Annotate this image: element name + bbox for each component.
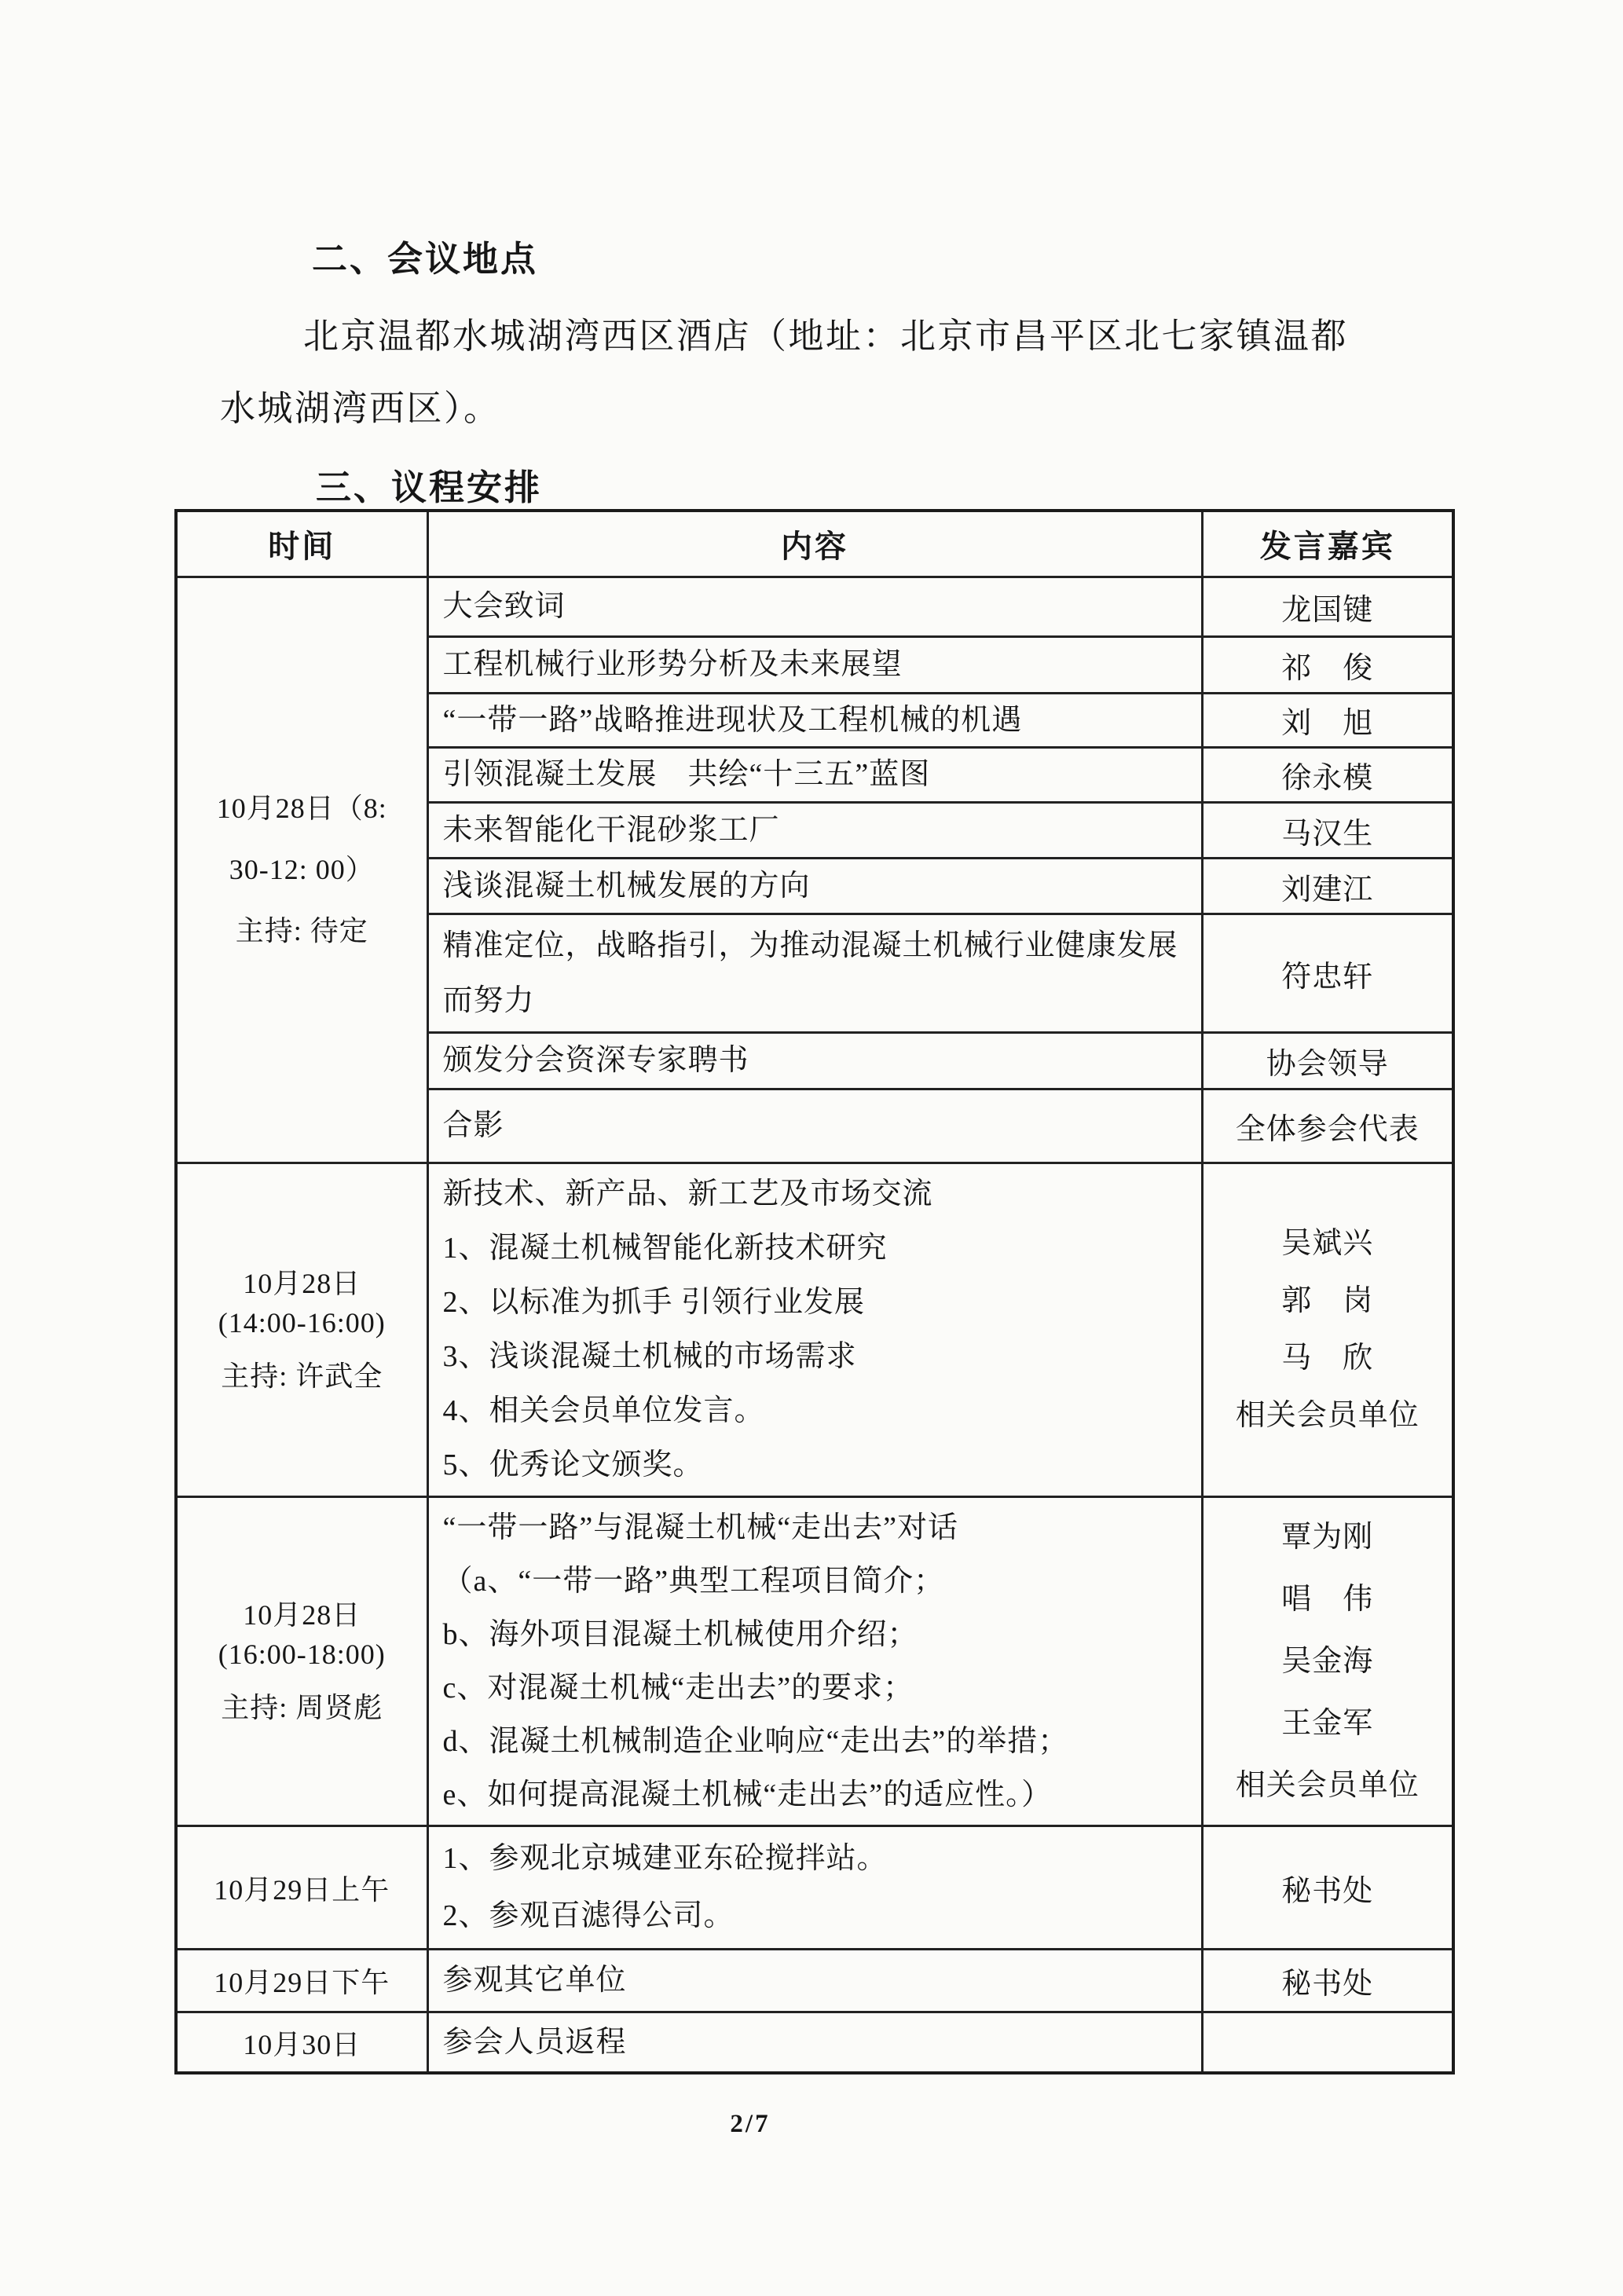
time-cell-session3	[176, 1497, 427, 1826]
content-line: 4、相关会员单位发言。	[442, 1394, 765, 1428]
time-line: (14:00-16:00)	[218, 1307, 386, 1339]
time-line: 30-12: 00）	[229, 854, 375, 886]
speaker-cell: 全体参会代表	[1202, 1089, 1453, 1163]
content-cell: 参观其它单位	[427, 1950, 1202, 2012]
time-line: 主持: 待定	[235, 915, 368, 947]
speaker-line: 郭 岗	[1281, 1284, 1374, 1318]
content-line: d、混凝土机械制造企业响应“走出去”的举措；	[442, 1725, 1069, 1759]
content-cell: 颁发分会资深专家聘书	[427, 1033, 1202, 1089]
section-heading-location: 二、会议地点	[312, 240, 539, 279]
time-cell: 10月29日上午	[176, 1826, 427, 1950]
content-line: e、如何提高混凝土机械“走出去”的适应性。）	[442, 1778, 1053, 1812]
speaker-line: 覃为刚	[1281, 1520, 1374, 1554]
content-cell: 合影	[427, 1089, 1202, 1163]
speaker-cell: 刘 旭	[1202, 693, 1453, 748]
time-cell: 10月29日下午	[176, 1950, 427, 2012]
page-number: 2/7	[730, 2110, 771, 2138]
col-header-content: 内容	[427, 511, 1202, 577]
speaker-line: 马 欣	[1281, 1342, 1374, 1375]
content-line: “一带一路”与混凝土机械“走出去”对话	[442, 1511, 958, 1545]
table-header-row	[176, 511, 1453, 577]
content-cell: 浅谈混凝土机械发展的方向	[427, 859, 1202, 914]
content-line: 5、优秀论文颁奖。	[442, 1448, 704, 1482]
content-line: 1、混凝土机械智能化新技术研究	[442, 1232, 888, 1265]
content-line: 新技术、新产品、新工艺及市场交流	[442, 1177, 933, 1211]
time-line: 10月28日	[243, 1268, 361, 1300]
speaker-cell	[1202, 1497, 1453, 1826]
content-line: 1、参观北京城建亚东砼搅拌站。	[442, 1842, 888, 1876]
content-cell	[427, 1163, 1202, 1497]
agenda-row	[176, 577, 1453, 636]
speaker-cell: 符忠轩	[1202, 914, 1453, 1033]
content-cell	[427, 1826, 1202, 1950]
time-cell-session1	[176, 577, 427, 1163]
time-line: 10月28日	[243, 1599, 361, 1631]
time-line: 主持: 周贤彪	[221, 1692, 383, 1724]
content-cell: 引领混凝土发展 共绘“十三五”蓝图	[427, 748, 1202, 803]
speaker-cell: 刘建江	[1202, 859, 1453, 914]
time-line: 主持: 许武全	[221, 1360, 383, 1393]
content-line: 2、以标准为抓手 引领行业发展	[442, 1286, 866, 1320]
speaker-cell: 协会领导	[1202, 1033, 1453, 1089]
speaker-line: 相关会员单位	[1235, 1399, 1420, 1433]
agenda-table	[174, 509, 1455, 2074]
content-cell: 工程机械行业形势分析及未来展望	[427, 636, 1202, 693]
content-line: 2、参观百滤得公司。	[442, 1899, 735, 1933]
speaker-cell: 祁 俊	[1202, 636, 1453, 693]
time-cell-session2	[176, 1163, 427, 1497]
speaker-cell: 马汉生	[1202, 803, 1453, 859]
content-cell: “一带一路”战略推进现状及工程机械的机遇	[427, 693, 1202, 748]
content-cell: 大会致词	[427, 577, 1202, 636]
content-cell: 未来智能化干混砂浆工厂	[427, 803, 1202, 859]
col-header-speaker: 发言嘉宾	[1202, 511, 1453, 577]
content-cell	[427, 1497, 1202, 1826]
speaker-cell: 秘书处	[1202, 1950, 1453, 2012]
time-line: (16:00-18:00)	[218, 1639, 386, 1671]
content-line: （a、“一带一路”典型工程项目简介；	[442, 1565, 945, 1598]
time-line: 10月28日（8:	[216, 793, 387, 825]
agenda-row-session5	[176, 1950, 1453, 2012]
agenda-row-session3	[176, 1497, 1453, 1826]
time-cell: 10月30日	[176, 2012, 427, 2073]
agenda-row-session2	[176, 1163, 1453, 1497]
speaker-cell: 秘书处	[1202, 1826, 1453, 1950]
speaker-cell	[1202, 1163, 1453, 1497]
speaker-cell: 徐永模	[1202, 748, 1453, 803]
section-heading-agenda: 三、议程安排	[316, 468, 543, 507]
col-header-time: 时间	[176, 511, 427, 577]
speaker-line: 王金军	[1281, 1706, 1374, 1740]
location-paragraph-line-1: 北京温都水城湖湾西区酒店（地址：北京市昌平区北七家镇温都	[303, 317, 1349, 356]
content-line: 3、浅谈混凝土机械的市场需求	[442, 1340, 857, 1374]
agenda-row-session4	[176, 1826, 1453, 1950]
content-cell: 精准定位，战略指引，为推动混凝土机械行业健康发展而努力	[427, 914, 1202, 1033]
content-cell: 参会人员返程	[427, 2012, 1202, 2073]
content-line: b、海外项目混凝土机械使用介绍；	[442, 1618, 918, 1652]
speaker-cell	[1202, 2012, 1453, 2073]
speaker-line: 吴金海	[1281, 1644, 1374, 1678]
speaker-cell: 龙国键	[1202, 577, 1453, 636]
speaker-line: 相关会员单位	[1235, 1768, 1420, 1802]
agenda-row-session6	[176, 2012, 1453, 2073]
location-paragraph-line-2: 水城湖湾西区）。	[220, 389, 501, 428]
speaker-line: 吴斌兴	[1281, 1227, 1374, 1261]
speaker-line: 唱 伟	[1281, 1582, 1374, 1616]
content-line: c、对混凝土机械“走出去”的要求；	[442, 1672, 914, 1705]
